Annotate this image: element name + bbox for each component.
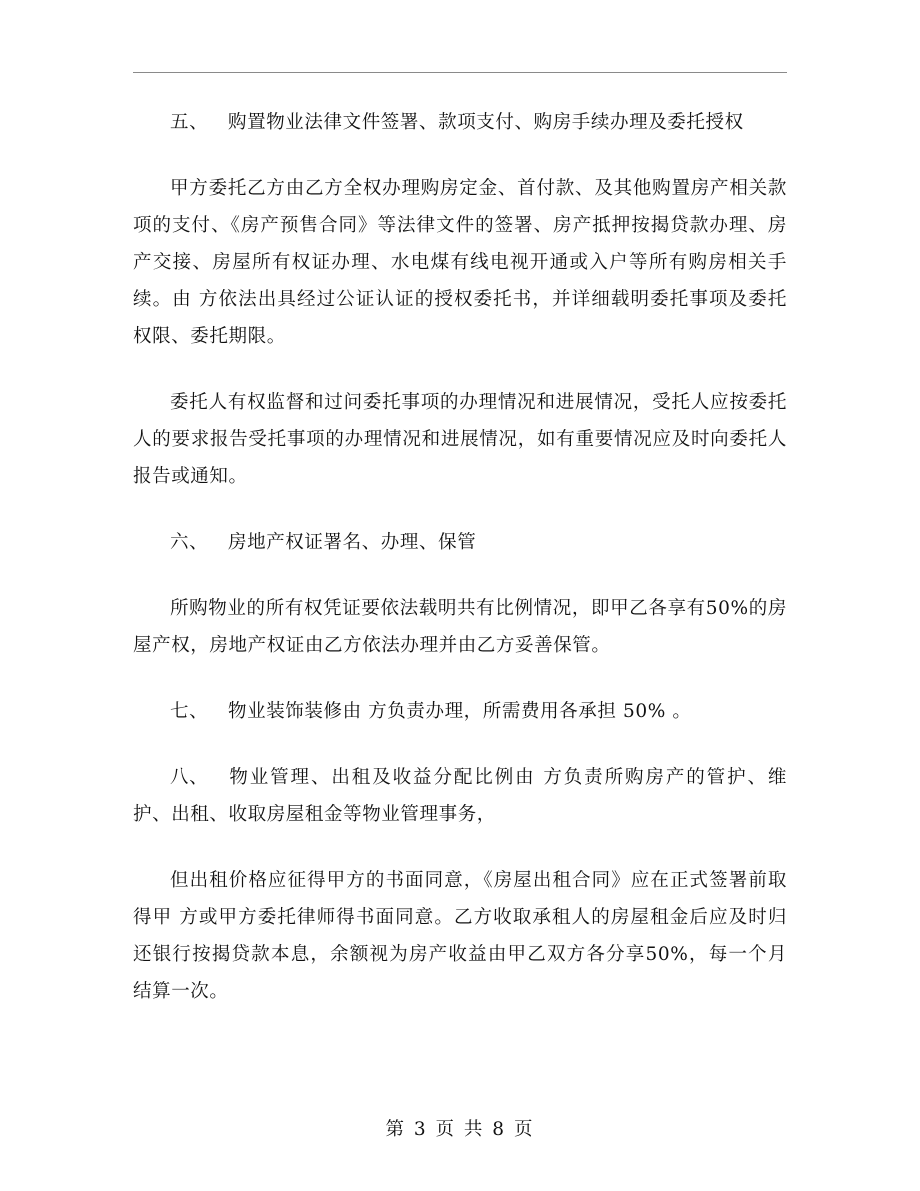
section-heading-7 <box>133 693 787 730</box>
header-rule <box>133 72 787 73</box>
section-number: 六、 <box>170 532 209 553</box>
section-title: 物业管理、出租及收益分配比例由 方负责所购房产的管护、维护、出租、收取房屋租金等物业管理事务， <box>133 767 787 825</box>
paragraph: 甲方委托乙方由乙方全权办理购房定金、首付款、及其他购置房产相关款项的支付、《房产预售合同》等法律文件的签署、房产抵押按揭贷款办理、房产交接、房屋所有权证办理、水电煤有线电视开通或入户等所有购房相关手续。由 方依法出具经过公证认证的授权委托书，并详细载明委托事项及委托权限、委托期限。 <box>133 178 787 347</box>
paragraph: 所购物业的所有权凭证要依法载明共有比例情况，即甲乙各享有50%的房屋产权，房地产权证由乙方依法办理并由乙方妥善保管。 <box>133 598 787 656</box>
document-body <box>133 104 787 1039</box>
section-title: 购置物业法律文件签署、款项支付、购房手续办理及委托授权 <box>228 112 744 133</box>
section-number: 五、 <box>170 112 209 133</box>
paragraph: 委托人有权监督和过问委托事项的办理情况和进展情况，受托人应按委托人的要求报告受托事项的办理情况和进展情况，如有重要情况应及时向委托人报告或通知。 <box>133 392 787 487</box>
page-number: 第 3 页 共 8 页 <box>385 1119 535 1140</box>
section-number: 八、 <box>170 767 209 788</box>
section-title: 物业装饰装修由 方负责办理，所需费用各承担 50% 。 <box>228 701 692 722</box>
paragraph: 但出租价格应征得甲方的书面同意，《房屋出租合同》应在正式签署前取得甲 方或甲方委托律师得书面同意。乙方收取承租人的房屋租金后应及时归还银行按揭贷款本息，余额视为房产收益由甲乙双方各分享50%，每一个月结算一次。 <box>133 870 787 1002</box>
section-heading-8 <box>133 759 787 833</box>
section-heading-5 <box>133 104 787 141</box>
section-number: 七、 <box>170 701 209 722</box>
section-heading-6 <box>133 524 787 561</box>
section-title: 房地产权证署名、办理、保管 <box>228 532 477 553</box>
